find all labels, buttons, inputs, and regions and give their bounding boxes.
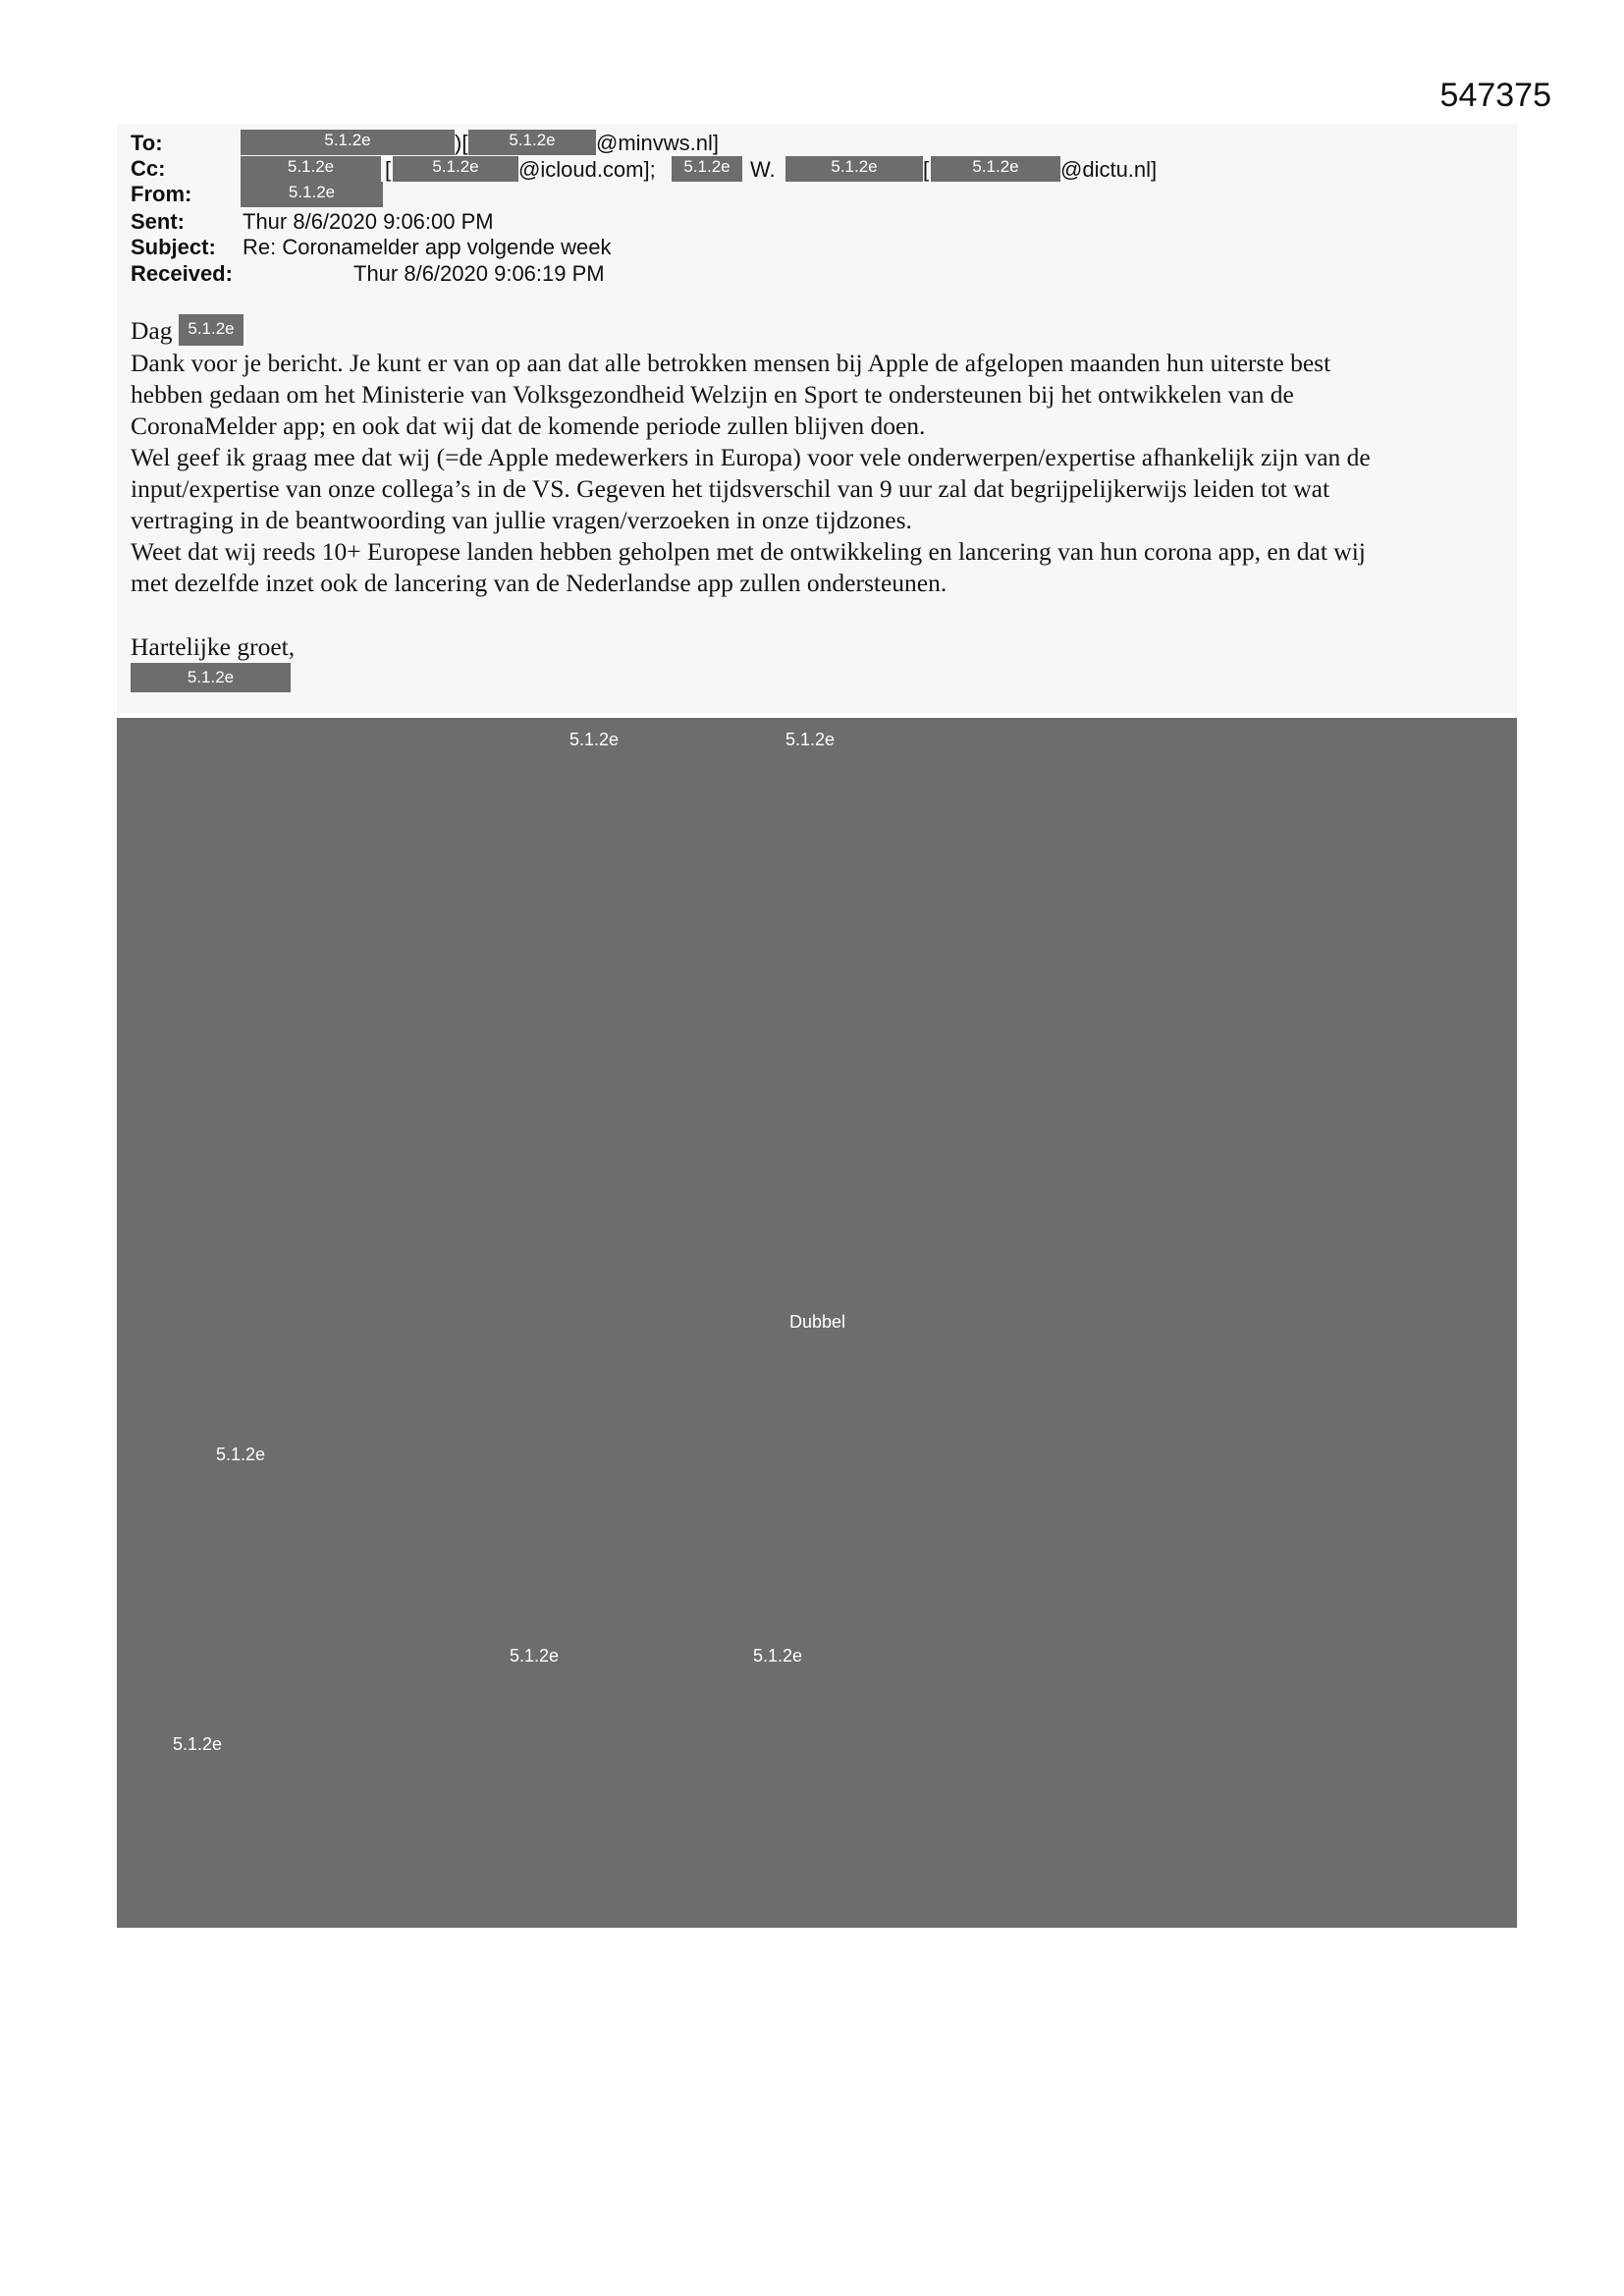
received-label: Received: <box>131 261 233 286</box>
redaction-label: 5.1.2e <box>569 730 620 749</box>
body-line: Wel geef ik graag mee dat wij (=de Apple medewerkers in Europa) voor vele onderwerpen/expertise afhankelijk zijn van de <box>131 443 1371 471</box>
redaction-box: 5.1.2e <box>241 130 455 155</box>
body-line: hebben gedaan om het Ministerie van Volksgezondheid Welzijn en Sport te ondersteunen bij het ontwikkelen van de <box>131 380 1294 409</box>
to-label: To: <box>131 131 163 155</box>
redaction-label: 5.1.2e <box>785 730 836 749</box>
closing: Hartelijke groet, <box>131 632 296 661</box>
redaction-box: 5.1.2e <box>241 156 381 182</box>
redaction-box: 5.1.2e <box>931 156 1060 182</box>
redaction-box: 5.1.2e <box>393 156 518 182</box>
body-line: vertraging in de beantwoording van jullie vragen/verzoeken in onze tijdzones. <box>131 506 912 534</box>
redaction-box: 5.1.2e <box>179 314 244 346</box>
cc-bracket-2: [ <box>923 157 930 182</box>
cc-domain-1: @icloud.com]; <box>518 157 656 182</box>
cc-bracket-1: [ <box>385 157 392 182</box>
from-label: From: <box>131 182 192 206</box>
redaction-box: 5.1.2e <box>131 663 291 692</box>
to-domain: @minvws.nl] <box>596 131 720 155</box>
redaction-box: 5.1.2e <box>672 156 742 182</box>
dubbel-label: Dubbel <box>789 1312 846 1332</box>
cc-domain-2: @dictu.nl] <box>1060 157 1158 182</box>
document-number: 547375 <box>1439 77 1551 114</box>
redaction-box: 5.1.2e <box>785 156 923 182</box>
large-redaction-block <box>117 718 1517 1928</box>
redaction-box: 5.1.2e <box>241 182 383 207</box>
body-line: met dezelfde inzet ook de lancering van de Nederlandse app zullen ondersteunen. <box>131 569 947 597</box>
greeting: Dag <box>131 316 173 345</box>
body-line: Weet dat wij reeds 10+ Europese landen hebben geholpen met de ontwikkeling en lancering van hun corona app, en dat wij <box>131 537 1366 566</box>
sent-value: Thur 8/6/2020 9:06:00 PM <box>243 209 494 234</box>
body-line: CoronaMelder app; en ook dat wij dat de komende periode zullen blijven doen. <box>131 411 926 440</box>
redaction-label: 5.1.2e <box>510 1646 560 1666</box>
sent-label: Sent: <box>131 209 185 234</box>
redaction-label: 5.1.2e <box>753 1646 803 1666</box>
cc-label: Cc: <box>131 156 166 181</box>
redaction-box: 5.1.2e <box>468 130 596 155</box>
body-line: input/expertise van onze collega’s in de VS. Gegeven het tijdsverschil van 9 uur zal dat begrijpelijkerwijs leiden tot wat <box>131 474 1330 503</box>
subject-label: Subject: <box>131 235 216 259</box>
received-value: Thur 8/6/2020 9:06:19 PM <box>353 261 605 286</box>
redaction-label: 5.1.2e <box>216 1445 266 1464</box>
body-line: Dank voor je bericht. Je kunt er van op aan dat alle betrokken mensen bij Apple de afgelopen maanden hun uiterste best <box>131 349 1331 377</box>
subject-value: Re: Coronamelder app volgende week <box>243 235 612 259</box>
redaction-label: 5.1.2e <box>173 1734 223 1754</box>
to-separator: )[ <box>455 131 468 155</box>
cc-initial: W. <box>750 157 776 182</box>
